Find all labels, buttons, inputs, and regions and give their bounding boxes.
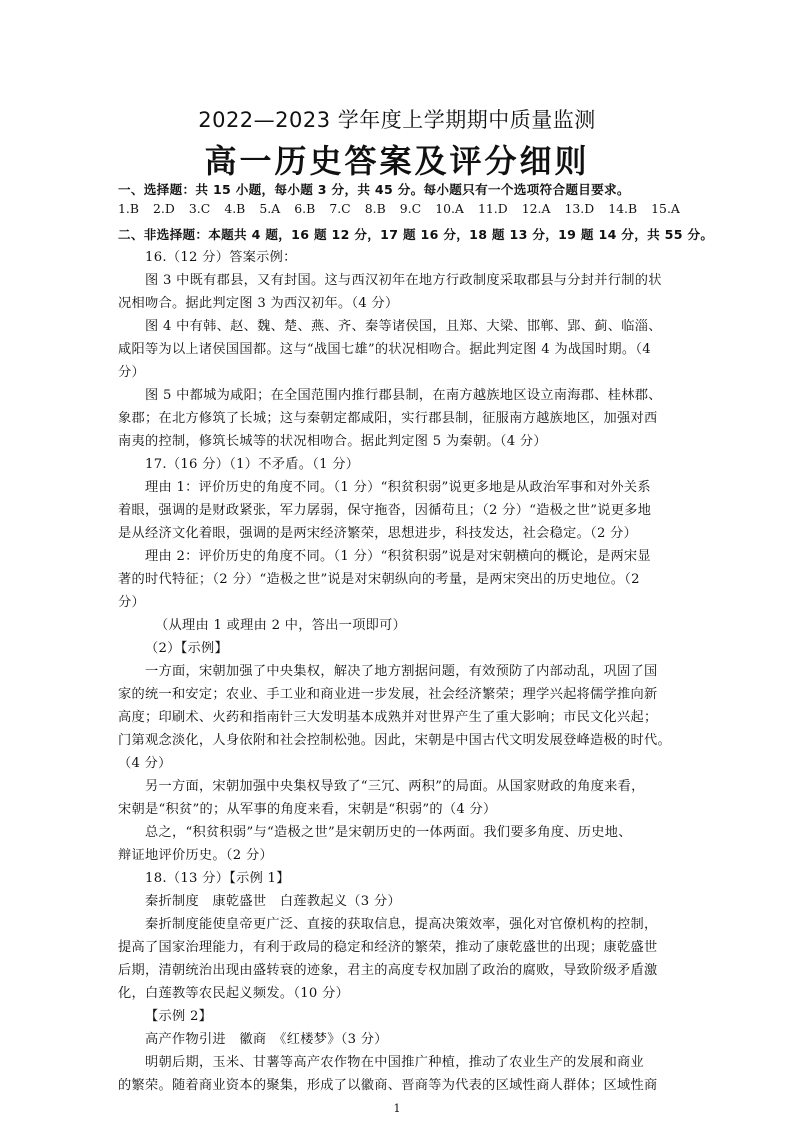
paragraph-line: 图 5 中都城为咸阳；在全国范围内推行郡县制，在南方越族地区设立南海郡、桂林郡、	[145, 388, 662, 403]
paragraph-line: 一方面，宋朝加强了中央集权，解决了地方割据问题，有效预防了内部动乱，巩固了国	[145, 664, 658, 679]
question-17-heading: 17.（16 分）（1）不矛盾。（1 分）	[145, 457, 360, 472]
paragraph-line: 图 3 中既有郡县，又有封国。这与西汉初年在地方行政制度采取郡县与分封并行制的状	[145, 273, 662, 288]
paragraph-line: 秦折制度 康乾盛世 白莲教起义（3 分）	[145, 894, 401, 909]
document-title: 2022—2023 学年度上学期期中质量监测	[198, 108, 596, 132]
paragraph-line: 【示例 2】	[145, 1009, 213, 1024]
paragraph-line: 明朝后期，玉米、甘薯等高产农作物在中国推广种植，推动了农业生产的发展和商业	[145, 1055, 645, 1070]
answer-item: 6.B	[294, 201, 316, 216]
question-16-heading: 16.（12 分）答案示例：	[145, 250, 297, 265]
paragraph-line: （4 分）	[118, 756, 172, 771]
paragraph-line: 理由 1：评价历史的角度不同。（1 分）“积贫积弱”说更多地是从政治军事和对外关系	[145, 480, 651, 495]
paragraph-line: 秦折制度能使皇帝更广泛、直接的获取信息，提高决策效率，强化对官僚机构的控制，	[145, 917, 658, 932]
paragraph-line: 高产作物引进 徽商 《红楼梦》（3 分）	[145, 1032, 388, 1047]
paragraph-line: 化，白莲教等农民起义频发。（10 分）	[118, 986, 350, 1001]
paragraph-line: 分）	[118, 595, 145, 610]
document-subtitle: 高一历史答案及评分细则	[204, 142, 590, 180]
paragraph-line: 高度；印刷术、火药和指南针三大发明基本成熟并对世界产生了重大影响；市民文化兴起；	[118, 710, 658, 725]
paragraph-line: 象郡；在北方修筑了长城；这与秦朝定都咸阳，实行郡县制，征服南方越族地区，加强对西	[118, 411, 658, 426]
answer-item: 15.A	[651, 201, 680, 216]
paragraph-line: 况相吻合。据此判定图 3 为西汉初年。（4 分）	[118, 296, 399, 311]
answer-item: 3.C	[188, 201, 211, 216]
section1-heading: 一、选择题：共 15 小题，每小题 3 分，共 45 分。每小题只有一个选项符合题目要求。	[118, 182, 630, 197]
answer-key-row	[118, 201, 680, 216]
answer-item: 12.A	[521, 201, 551, 216]
paragraph-line: 南夷的控制，修筑长城等的状况相吻合。据此判定图 5 为秦朝。（4 分）	[118, 434, 547, 449]
answer-item: 8.B	[364, 201, 386, 216]
paragraph-line: （从理由 1 或理由 2 中，答出一项即可）	[155, 618, 407, 633]
paragraph-line: 是从经济文化着眼，强调的是两宋经济繁荣，思想进步，科技发达，社会稳定。（2 分）	[118, 526, 638, 541]
page-number: 1	[393, 1102, 401, 1115]
paragraph-line: 提高了国家治理能力，有利于政局的稳定和经济的繁荣，推动了康乾盛世的出现；康乾盛世	[118, 940, 658, 955]
paragraph-line: 著的时代特征；（2 分）“造极之世”说是对宋朝纵向的考量，是两宋突出的历史地位。（2	[118, 572, 640, 587]
answer-item: 9.C	[399, 201, 422, 216]
paragraph-line: 理由 2：评价历史的角度不同。（1 分）“积贫积弱”说是对宋朝横向的概论，是两宋显	[145, 549, 651, 564]
answer-item: 4.B	[224, 201, 246, 216]
answer-item: 14.B	[608, 201, 638, 216]
paragraph-line: 的繁荣。随着商业资本的聚集，形成了以徽商、晋商等为代表的区域性商人群体；区域性商	[118, 1078, 658, 1093]
paragraph-line: 图 4 中有韩、赵、魏、楚、燕、齐、秦等诸侯国，且郑、大梁、邯郸、郢、蓟、临淄、	[145, 319, 662, 334]
paragraph-line: 着眼，强调的是财政紧张，军力孱弱，保守拖沓，因循苟且；（2 分）“造极之世”说更多地	[118, 503, 652, 518]
paragraph-line: 分）	[118, 365, 145, 380]
answer-item: 7.C	[329, 201, 351, 216]
answer-item: 1.B	[118, 201, 139, 216]
paragraph-line: 宋朝是“积贫”的；从军事的角度来看，宋朝是“积弱”的（4 分）	[118, 802, 497, 817]
paragraph-line: 门第观念淡化，人身依附和社会控制松弛。因此，宋朝是中国古代文明发展登峰造极的时代。	[118, 733, 671, 748]
paragraph-line: 辩证地评价历史。（2 分）	[118, 848, 273, 863]
answer-item: 10.A	[435, 201, 464, 216]
answer-item: 11.D	[477, 201, 508, 216]
answer-item: 2.D	[153, 201, 175, 216]
paragraph-line: 咸阳等为以上诸侯国国都。这与“战国七雄”的状况相吻合。据此判定图 4 为战国时期。（4	[118, 342, 651, 357]
paragraph-line: 后期，清朝统治出现由盛转衰的迹象，君主的高度专权加剧了政治的腐败，导致阶级矛盾激	[118, 963, 658, 978]
paragraph-line: 总之，“积贫积弱”与“造极之世”是宋朝历史的一体两面。我们要多角度、历史地、	[145, 825, 632, 840]
section2-heading: 二、非选择题：本题共 4 题，16 题 12 分，17 题 16 分，18 题 13 分，19 题 14 分，共 55 分。	[118, 227, 714, 242]
question-18-heading: 18.（13 分）【示例 1】	[145, 871, 290, 886]
answer-item: 13.D	[564, 201, 595, 216]
paragraph-line: 家的统一和安定；农业、手工业和商业进一步发展，社会经济繁荣；理学兴起将儒学推向新	[118, 687, 658, 702]
answer-item: 5.A	[259, 201, 281, 216]
paragraph-line: 另一方面，宋朝加强中央集权导致了“三冗、两积”的局面。从国家财政的角度来看，	[145, 779, 645, 794]
paragraph-line: （2）【示例】	[145, 641, 229, 656]
